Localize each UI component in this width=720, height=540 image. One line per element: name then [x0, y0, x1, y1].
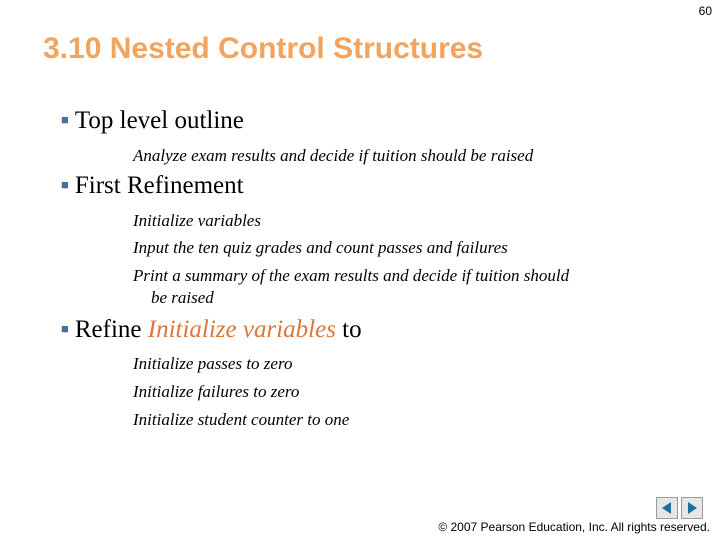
nav-next-icon: [685, 501, 699, 515]
slide-navigation: [656, 497, 703, 519]
bullet-label-accent: Initialize variables: [147, 316, 336, 343]
prev-slide-button[interactable]: [656, 497, 678, 519]
nav-prev-icon: [660, 501, 674, 515]
bullet-first-refinement: [61, 172, 244, 200]
bullet-label-post: to: [335, 316, 362, 343]
square-bullet-icon: ■: [61, 177, 69, 192]
bullet-refine-initialize: [61, 316, 362, 344]
copyright-footer: © 2007 Pearson Education, Inc. All rights reserved.: [438, 520, 710, 534]
sub-item-continuation: be raised: [151, 288, 214, 307]
square-bullet-icon: ■: [61, 321, 69, 336]
next-slide-button[interactable]: [681, 497, 703, 519]
sub-item: Initialize variables: [133, 211, 261, 230]
sub-item: Initialize student counter to one: [133, 410, 350, 429]
sub-item: Print a summary of the exam results and decide if tuition should: [133, 266, 570, 285]
page-number: 60: [698, 4, 712, 18]
sub-item: Initialize passes to zero: [133, 354, 293, 373]
bullet-label-pre: Refine: [74, 316, 148, 343]
sub-item: Analyze exam results and decide if tuition should be raised: [133, 146, 534, 165]
bullet-label: Top level outline: [74, 107, 244, 134]
square-bullet-icon: ■: [61, 112, 69, 127]
slide-title: 3.10 Nested Control Structures: [43, 32, 484, 65]
sub-item: Initialize failures to zero: [133, 382, 300, 401]
bullet-label: First Refinement: [74, 172, 244, 199]
bullet-top-level-outline: [61, 107, 244, 135]
sub-item: Input the ten quiz grades and count passes and failures: [133, 238, 508, 257]
